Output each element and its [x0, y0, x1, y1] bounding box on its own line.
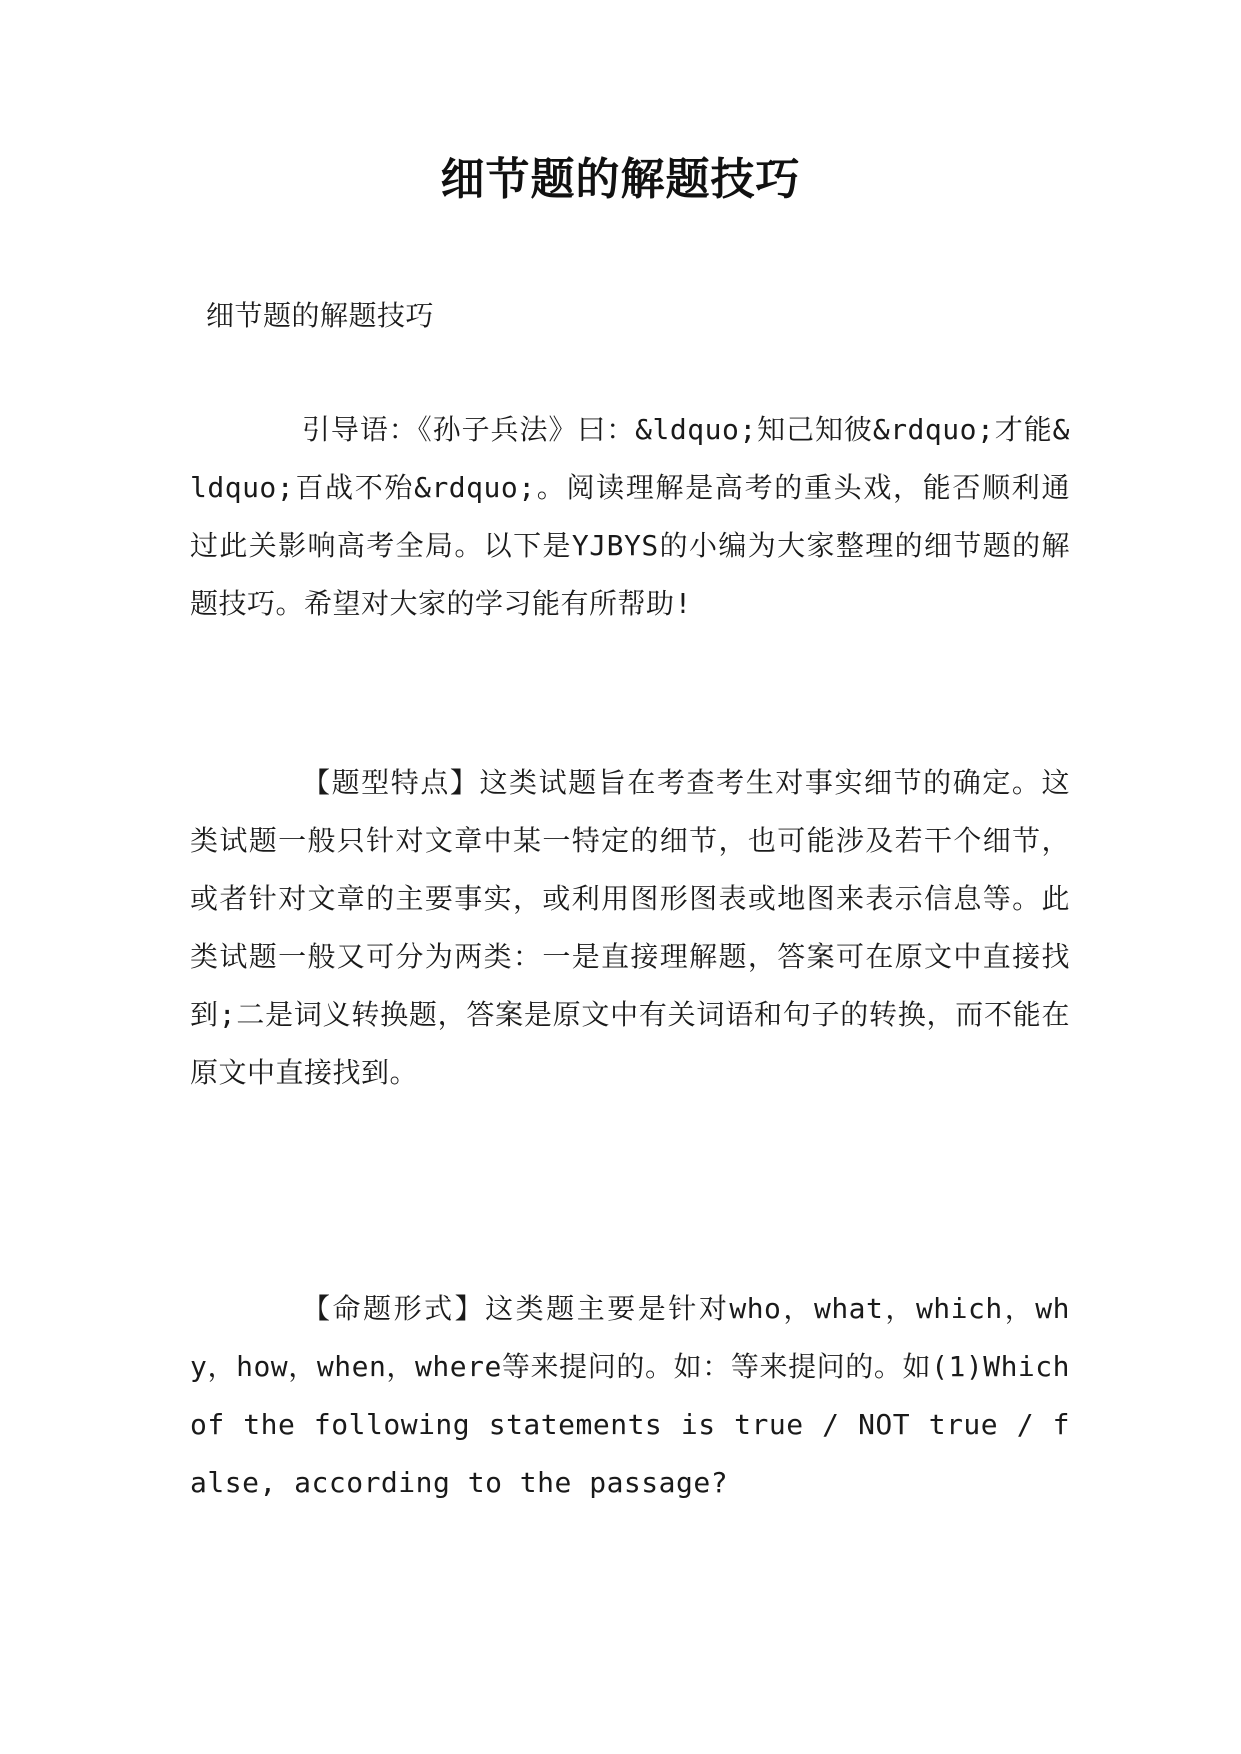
paragraph-question-type-features: 【题型特点】这类试题旨在考查考生对事实细节的确定。这类试题一般只针对文章中某一特定的细节，也可能涉及若干个细节，或者针对文章的主要事实，或利用图形图表或地图来表示信息等。此类试题一般又可分为两类：一是直接理解题，答案可在原文中直接找到;二是词义转换题，答案是原文中有关词语和句子的转换，而不能在原文中直接找到。 [190, 766, 1070, 1089]
paragraph-question-forms: 【命题形式】这类题主要是针对who，what，which，why，how，when，where等来提问的。如：等来提问的。如(1)Which of the following statements is true / NOT true / false, according to the passage? [190, 1292, 1070, 1499]
paragraph-intro: 引导语：《孙子兵法》曰：&ldquo;知己知彼&rdquo;才能&ldquo;百战不殆&rdquo;。阅读理解是高考的重头戏，能否顺利通过此关影响高考全局。以下是YJBYS的小编为大家整理的细节题的解题技巧。希望对大家的学习能有所帮助! [190, 413, 1070, 620]
document-subtitle: 细节题的解题技巧 [206, 299, 435, 332]
page-title: 细节题的解题技巧 [440, 154, 801, 205]
